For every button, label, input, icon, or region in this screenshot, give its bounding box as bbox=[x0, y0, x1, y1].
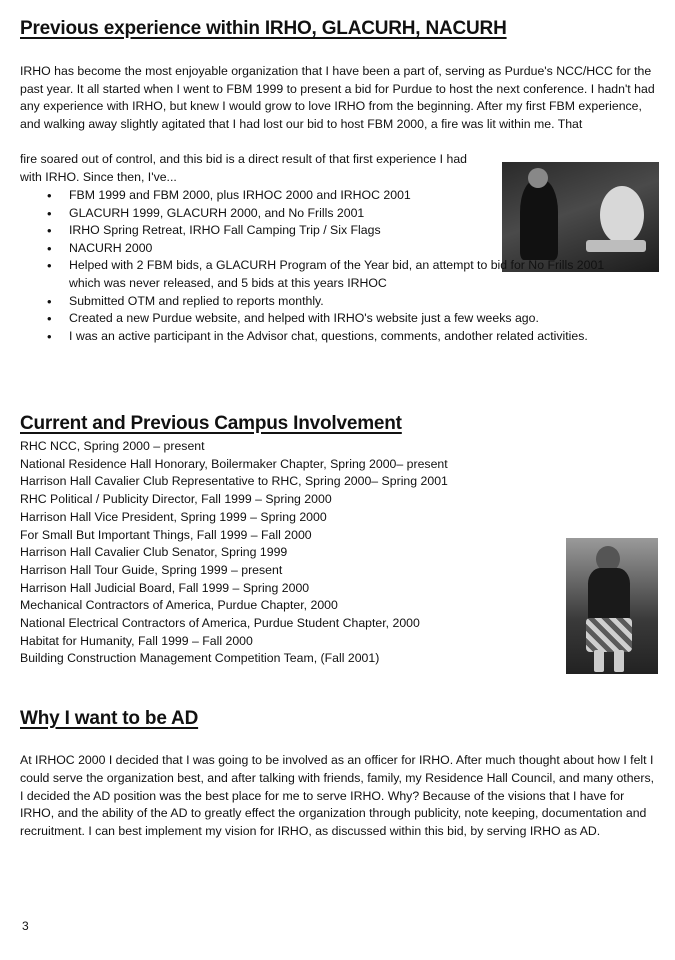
section-title-campus-involvement: Current and Previous Campus Involvement bbox=[20, 413, 402, 434]
experience-intro-continued: fire soared out of control, and this bid is a direct result of that first experience I had with IRHO. Since then, I've... bbox=[20, 152, 468, 184]
list-item: • I was an active participant in the Advisor chat, questions, comments, andother related activities. bbox=[20, 328, 660, 346]
list-item: • IRHO Spring Retreat, IRHO Fall Camping Trip / Six Flags bbox=[20, 222, 660, 240]
list-item: Harrison Hall Cavalier Club Senator, Spring 1999 bbox=[20, 545, 288, 560]
section-title-why-ad: Why I want to be AD bbox=[20, 708, 199, 729]
list-item: Harrison Hall Tour Guide, Spring 1999 – present bbox=[20, 562, 283, 577]
experience-bullet-list bbox=[20, 187, 660, 345]
why-ad-paragraph: At IRHOC 2000 I decided that I was going to be involved as an officer for IRHO. After much thought about how I felt I could serve the organization best, and after talking with friends, family, my Residence Hall Council, and many others, I decided the AD position was the best place for me to serve IRHO. Why? Because of the visions that I have for IRHO, and the ability of the AD to greatly effect the organization through publicity, note keeping, documentation and recruitment. I can best implement my vision for IRHO, as discussed within this bid, by serving IRHO as AD. bbox=[20, 753, 655, 839]
list-item: Building Construction Management Competition Team, (Fall 2001) bbox=[20, 651, 380, 666]
list-item: RHC Political / Publicity Director, Fall 1999 – Spring 2000 bbox=[20, 492, 332, 507]
list-item: For Small But Important Things, Fall 1999 – Fall 2000 bbox=[20, 527, 312, 542]
list-item: Harrison Hall Judicial Board, Fall 1999 – Spring 2000 bbox=[20, 580, 310, 595]
list-item: Mechanical Contractors of America, Purdue Chapter, 2000 bbox=[20, 598, 338, 613]
portrait-photo bbox=[566, 538, 658, 674]
experience-intro-paragraph: IRHO has become the most enjoyable organization that I have been a part of, serving as Purdue's NCC/HCC for the past year. It all started when I went to FBM 1999 to present a bid for Purdue to host the next conference. I hadn't had any experience with IRHO, but knew I would grow to love IRHO from the beginning. After my first FBM experience, and walking away slightly agitated that I had lost our bid to host FBM 2000, a fire was lit within me. That bbox=[20, 64, 655, 131]
list-item: RHC NCC, Spring 2000 – present bbox=[20, 439, 205, 453]
list-item: • Created a new Purdue website, and helped with IRHO's website just a few weeks ago. bbox=[20, 310, 660, 328]
list-item: National Residence Hall Honorary, Boilermaker Chapter, Spring 2000– present bbox=[20, 456, 448, 471]
list-item: • Submitted OTM and replied to reports monthly. bbox=[20, 293, 660, 311]
list-item: Harrison Hall Cavalier Club Representative to RHC, Spring 2000– Spring 2001 bbox=[20, 474, 448, 489]
list-item: • Helped with 2 FBM bids, a GLACURH Program of the Year bid, an attempt to bid for No Frills 2001 which was never released, and 5 bids at this years IRHOC bbox=[20, 257, 634, 292]
page-number: 3 bbox=[22, 919, 29, 933]
list-item: National Electrical Contractors of America, Purdue Student Chapter, 2000 bbox=[20, 616, 420, 631]
list-item: • GLACURH 1999, GLACURH 2000, and No Frills 2001 bbox=[20, 205, 660, 223]
campus-involvement-list bbox=[20, 438, 580, 668]
list-item: • FBM 1999 and FBM 2000, plus IRHOC 2000 and IRHOC 2001 bbox=[20, 187, 660, 205]
list-item: • NACURH 2000 bbox=[20, 240, 660, 258]
section-title-experience: Previous experience within IRHO, GLACURH, NACURH bbox=[20, 18, 507, 39]
list-item: Habitat for Humanity, Fall 1999 – Fall 2000 bbox=[20, 633, 253, 648]
list-item: Harrison Hall Vice President, Spring 1999 – Spring 2000 bbox=[20, 509, 327, 524]
